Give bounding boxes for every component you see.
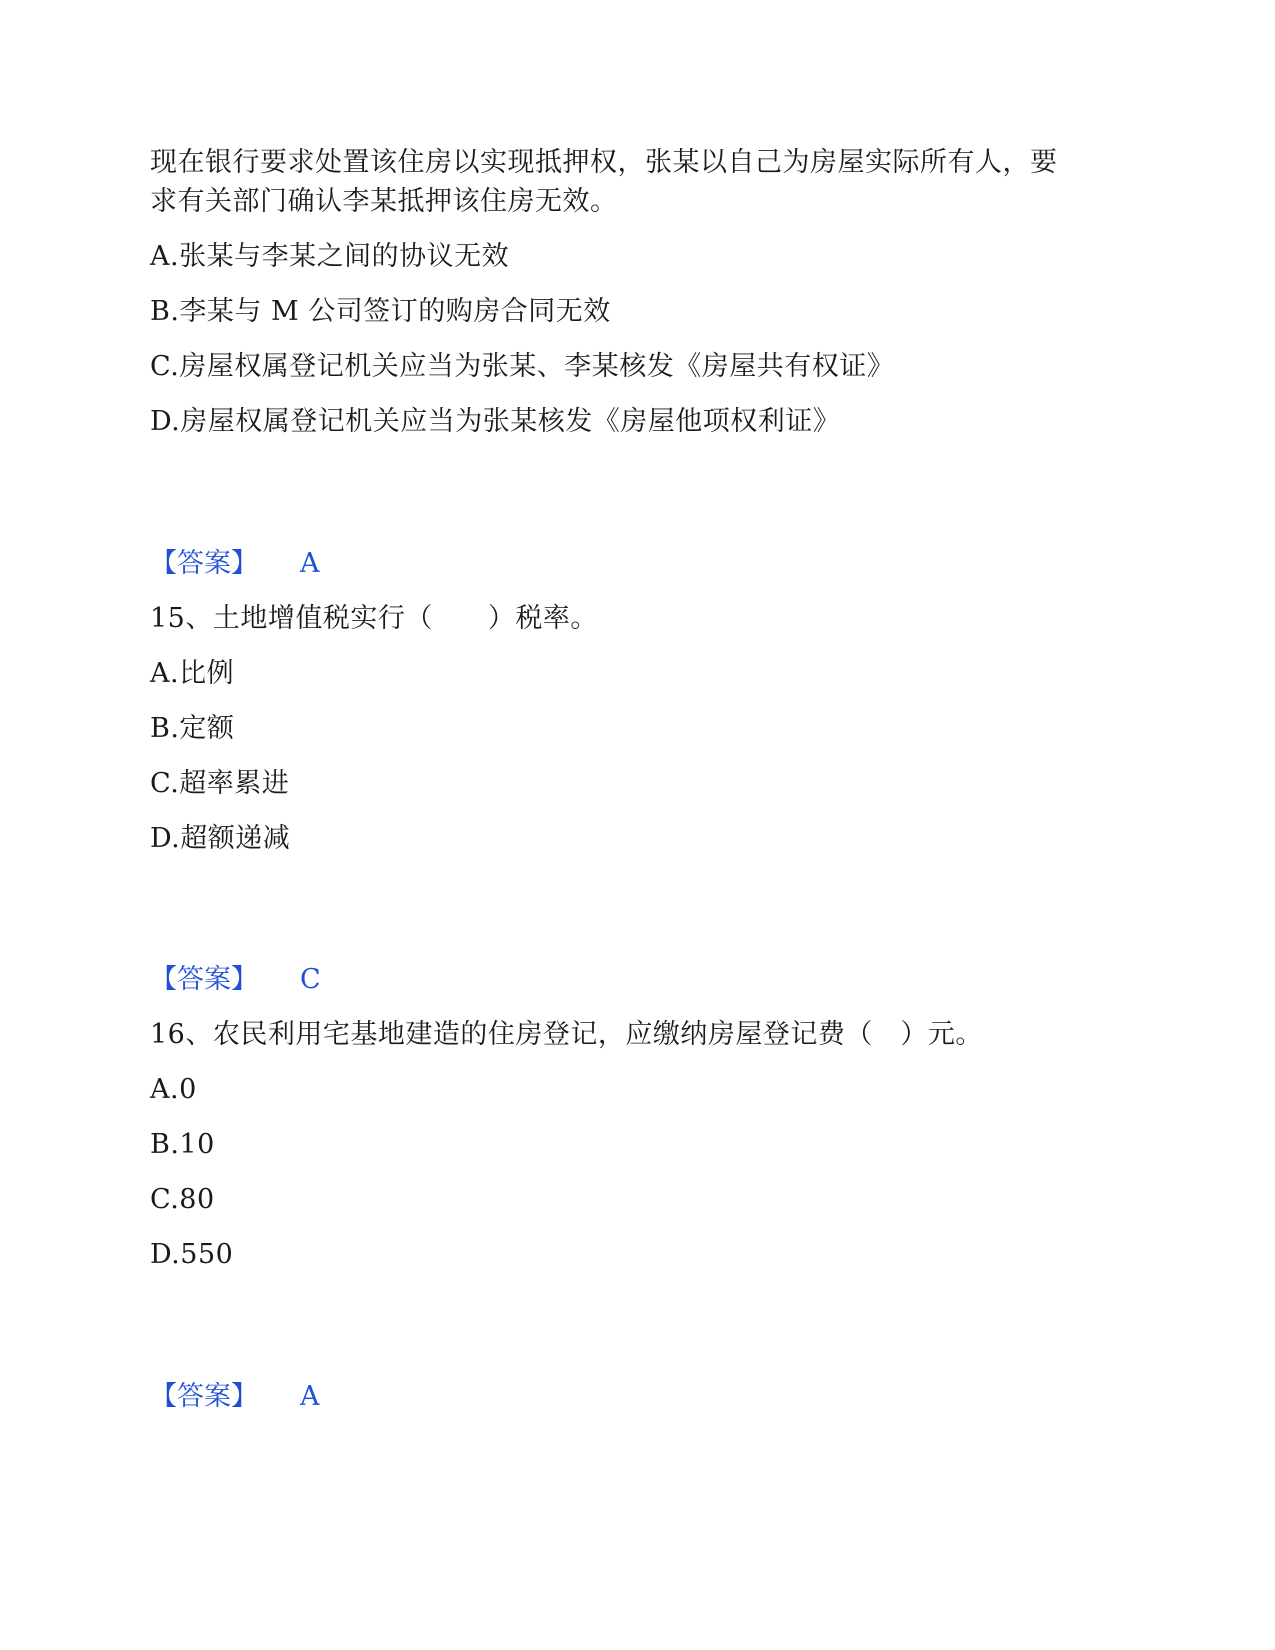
- question-15-option-b: B.定额: [150, 713, 235, 744]
- answer-label: 【答案】: [150, 1381, 258, 1412]
- question-15-stem: 15、土地增值税实行（ ）税率。: [150, 603, 598, 634]
- question-15-option-d: D.超额递减: [150, 823, 291, 854]
- question-14-option-c: C.房屋权属登记机关应当为张某、李某核发《房屋共有权证》: [150, 351, 895, 382]
- question-16-option-b: B.10: [150, 1129, 215, 1160]
- answer-label: 【答案】: [150, 964, 258, 995]
- answer-value: C: [300, 964, 321, 995]
- question-16-answer: [150, 1380, 320, 1414]
- answer-value: A: [300, 548, 320, 579]
- question-15-option-a: A.比例: [150, 658, 235, 689]
- question-15-answer: [150, 963, 321, 997]
- question-14-option-d: D.房屋权属登记机关应当为张某核发《房屋他项权利证》: [150, 406, 841, 437]
- question-16-option-d: D.550: [150, 1239, 234, 1270]
- question-14-stem-line-1: 现在银行要求处置该住房以实现抵押权，张某以自己为房屋实际所有人，要: [150, 147, 1058, 178]
- question-14-option-a: A.张某与李某之间的协议无效: [150, 241, 510, 272]
- question-14-answer: [150, 547, 320, 581]
- question-15-option-c: C.超率累进: [150, 768, 290, 799]
- question-16-option-c: C.80: [150, 1184, 215, 1215]
- answer-value: A: [300, 1381, 320, 1412]
- answer-label: 【答案】: [150, 548, 258, 579]
- question-16-option-a: A.0: [150, 1074, 197, 1105]
- question-14-option-b: B.李某与 M 公司签订的购房合同无效: [150, 296, 611, 327]
- question-16-stem: 16、农民利用宅基地建造的住房登记，应缴纳房屋登记费（ ）元。: [150, 1019, 983, 1050]
- question-14-stem-line-2: 求有关部门确认李某抵押该住房无效。: [150, 186, 618, 217]
